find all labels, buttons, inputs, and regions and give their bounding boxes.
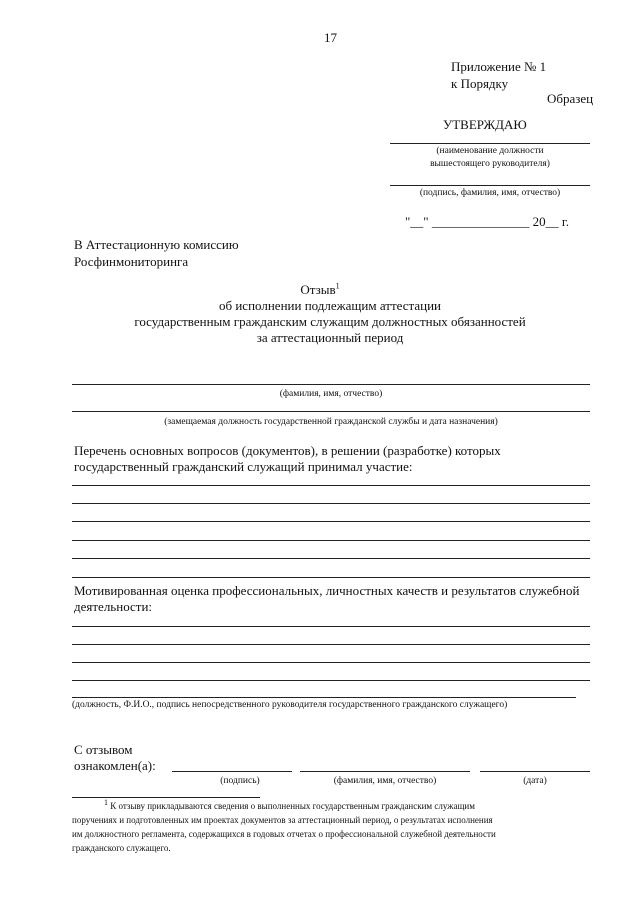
approver-signature-line bbox=[390, 185, 590, 186]
review-heading-footnote-mark: 1 bbox=[335, 281, 340, 291]
acquainted-fio-line bbox=[300, 771, 470, 772]
appendix-line-2: к Порядку bbox=[451, 76, 509, 91]
assessment-heading-line-1: Мотивированная оценка профессиональных, личностных качеств и результатов служебной bbox=[74, 583, 580, 598]
fio-caption: (фамилия, имя, отчество) bbox=[279, 389, 383, 399]
appendix-line-1: Приложение № 1 bbox=[451, 59, 547, 74]
manager-signature-line bbox=[72, 697, 576, 698]
questions-line bbox=[72, 485, 590, 486]
position-line bbox=[72, 411, 590, 412]
acquainted-fio-caption: (фамилия, имя, отчество) bbox=[333, 776, 437, 786]
assessment-heading-line-2: деятельности: bbox=[74, 599, 153, 614]
footnote-line-4: гражданского служащего. bbox=[72, 843, 171, 853]
footnote-separator bbox=[72, 797, 260, 798]
footnote-line-2: поручениях и подготовленных им проектах документов за аттестационный период, о результатах исполнения bbox=[72, 815, 493, 825]
position-caption: (замещаемая должность государственной гражданской службы и дата назначения) bbox=[164, 417, 498, 427]
acquainted-signature-caption: (подпись) bbox=[220, 776, 260, 786]
review-heading bbox=[0, 282, 640, 298]
addressee-line-2: Росфинмониторинга bbox=[74, 254, 189, 269]
page-number: 17 bbox=[324, 30, 337, 45]
review-title-line-2: государственным гражданским служащим должностных обязанностей bbox=[134, 314, 526, 329]
footnote-line-1-text: К отзыву прикладываются сведения о выполненных государственным гражданским служащим bbox=[110, 801, 475, 811]
approve-title: УТВЕРЖДАЮ bbox=[443, 117, 527, 132]
approval-date: "__" _______________ 20__ г. bbox=[405, 214, 569, 229]
questions-line bbox=[72, 558, 590, 559]
review-title-line-3: за аттестационный период bbox=[256, 330, 404, 345]
manager-caption: (должность, Ф.И.О., подпись непосредственного руководителя государственного гражданского служащего) bbox=[72, 700, 508, 710]
fio-line bbox=[72, 384, 590, 385]
questions-line bbox=[72, 577, 590, 578]
approver-position-caption-1: (наименование должности bbox=[436, 146, 544, 156]
approver-position-caption-2: вышестоящего руководителя) bbox=[430, 159, 550, 169]
acquainted-line-1: С отзывом bbox=[74, 742, 133, 757]
questions-line bbox=[72, 540, 590, 541]
assessment-line bbox=[72, 644, 590, 645]
footnote-line-1 bbox=[104, 798, 475, 811]
questions-line bbox=[72, 503, 590, 504]
questions-heading-line-1: Перечень основных вопросов (документов), в решении (разработке) которых bbox=[74, 443, 501, 458]
addressee-line-1: В Аттестационную комиссию bbox=[74, 237, 239, 252]
sample-label: Образец bbox=[547, 91, 594, 106]
footnote-line-3: им должностного регламента, содержащихся в годовых отчетах о профессиональной служебной деятельности bbox=[72, 829, 496, 839]
approver-signature-caption: (подпись, фамилия, имя, отчество) bbox=[419, 188, 561, 198]
questions-line bbox=[72, 521, 590, 522]
acquainted-date-caption: (дата) bbox=[523, 776, 547, 786]
assessment-line bbox=[72, 680, 590, 681]
assessment-line bbox=[72, 662, 590, 663]
review-title-line-1: об исполнении подлежащим аттестации bbox=[218, 298, 441, 313]
approver-position-line bbox=[390, 143, 590, 144]
acquainted-signature-line bbox=[172, 771, 292, 772]
acquainted-line-2: ознакомлен(а): bbox=[74, 758, 156, 773]
review-heading-text: Отзыв bbox=[300, 282, 336, 297]
assessment-line bbox=[72, 626, 590, 627]
questions-heading-line-2: государственный гражданский служащий принимал участие: bbox=[74, 459, 413, 474]
footnote-mark: 1 bbox=[104, 798, 108, 807]
acquainted-date-line bbox=[480, 771, 590, 772]
